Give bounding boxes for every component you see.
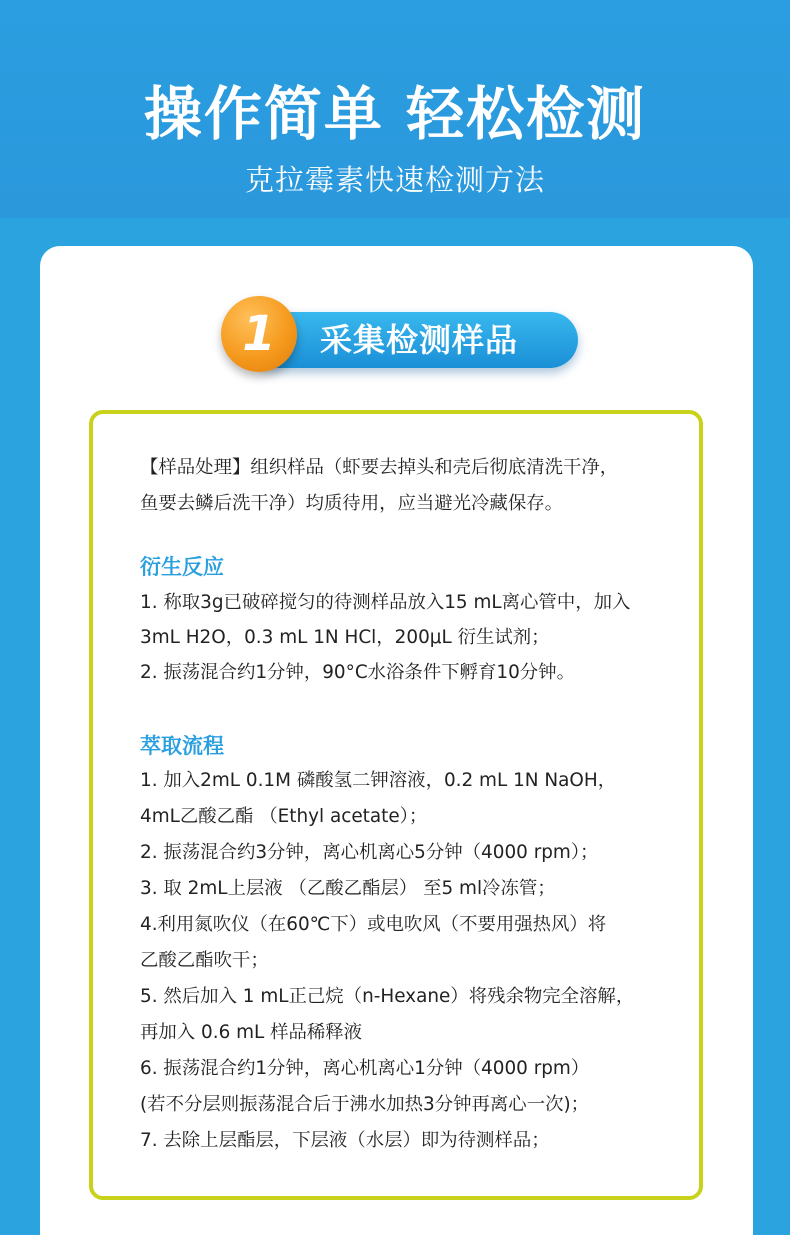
derivatization-line: 2. 振荡混合约1分钟，90°C水浴条件下孵育10分钟。 [140,662,575,683]
extraction-line: 2. 振荡混合约3分钟，离心机离心5分钟（4000 rpm）； [140,842,599,863]
extraction-line: 4.利用氮吹仪（在60℃下）或电吹风（不要用强热风）将 [140,914,607,935]
extraction-title: 萃取流程 [140,734,224,758]
step-label: 采集检测样品 [320,321,519,359]
page-title: 操作简单 轻松检测 [143,80,647,148]
extraction-line: 再加入 0.6 mL 样品稀释液 [140,1022,363,1043]
extraction-line: 乙酸乙酯吹干； [140,950,269,971]
extraction-line: 1. 加入2mL 0.1M 磷酸氢二钾溶液，0.2 mL 1N NaOH， [140,770,617,791]
sample-processing-line: 鱼要去鳞后洗干净）均质待用，应当避光冷藏保存。 [140,493,563,514]
derivatization-line: 3mL H2O，0.3 mL 1N HCl，200μL 衍生试剂； [140,627,550,648]
sample-processing-line: 【样品处理】组织样品（虾要去掉头和壳后彻底清洗干净， [140,457,619,478]
extraction-line: 6. 振荡混合约1分钟，离心机离心1分钟（4000 rpm） [140,1058,590,1079]
extraction-line: 5. 然后加入 1 mL正己烷（n-Hexane）将残余物完全溶解， [140,986,635,1007]
extraction-line: (若不分层则振荡混合后于沸水加热3分钟再离心一次)； [140,1094,590,1115]
extraction-line: 7. 去除上层酯层，下层液（水层）即为待测样品； [140,1130,550,1151]
derivatization-line: 1. 称取3g已破碎搅匀的待测样品放入15 mL离心管中，加入 [140,592,631,613]
page-subtitle: 克拉霉素快速检测方法 [244,163,545,197]
step-number: 1 [242,306,276,362]
extraction-line: 4mL乙酸乙酯 （Ethyl acetate）； [140,806,428,827]
extraction-line: 3. 取 2mL上层液 （乙酸乙酯层） 至5 ml冷冻管； [140,878,556,899]
derivatization-title: 衍生反应 [140,555,224,579]
